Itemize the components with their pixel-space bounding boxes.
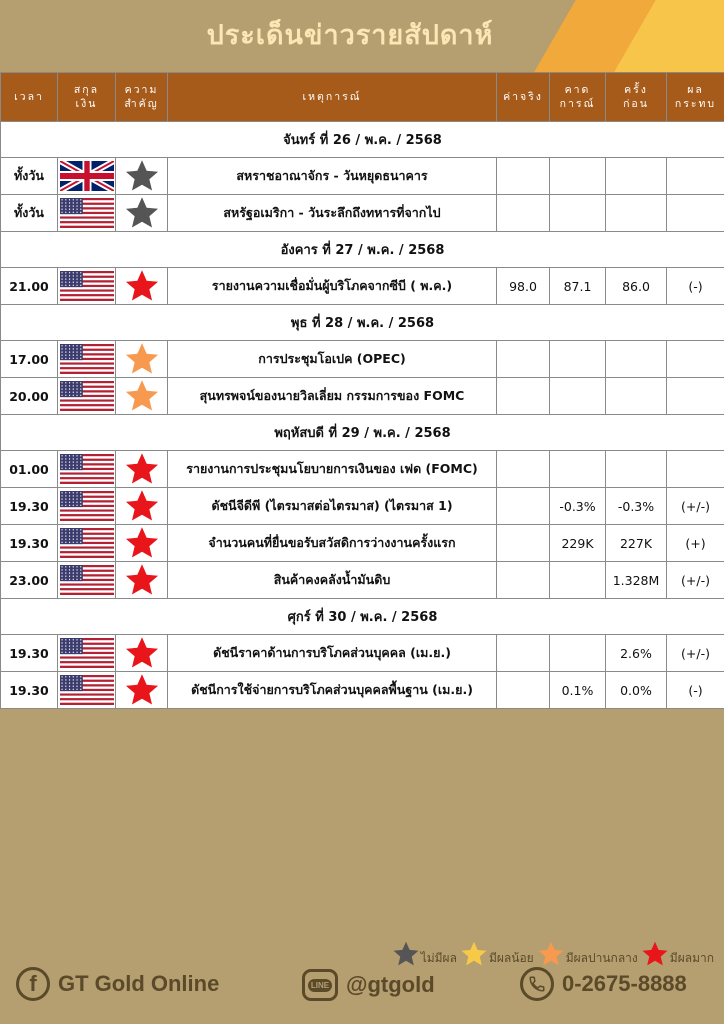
legend-label: ไม่มีผล [420, 951, 457, 965]
facebook-icon: f [16, 967, 50, 1001]
us-flag [58, 454, 115, 484]
legend-label: มีผลปานกลาง [565, 951, 638, 965]
column-header [1, 73, 58, 122]
actual-value [497, 378, 550, 415]
currency-cell [58, 672, 116, 709]
currency-cell [58, 195, 116, 232]
line-icon: LINE [302, 969, 338, 1001]
previous-value [606, 158, 667, 195]
importance-cell [116, 341, 168, 378]
importance-cell [116, 158, 168, 195]
previous-value: 0.0% [606, 672, 667, 709]
event-name: ดัชนีราคาด้านการบริโภคส่วนบุคคล (เม.ย.) [168, 635, 497, 672]
impact-value: (+/-) [667, 635, 724, 672]
column-header [667, 73, 724, 122]
star-icon [116, 341, 167, 377]
table-row [1, 268, 724, 305]
forecast-value [550, 341, 606, 378]
event-name: การประชุมโอเปค (OPEC) [168, 341, 497, 378]
forecast-value: 0.1% [550, 672, 606, 709]
event-name: สหรัฐอเมริกา - วันระลึกถึงทหารที่จากไป [168, 195, 497, 232]
event-name: สุนทรพจน์ของนายวิลเลี่ยม กรรมการของ FOMC [168, 378, 497, 415]
star-icon [116, 158, 167, 194]
day-header-row [1, 122, 724, 158]
table-row [1, 525, 724, 562]
previous-value: 227K [606, 525, 667, 562]
event-time: 20.00 [1, 378, 58, 415]
previous-value: 1.328M [606, 562, 667, 599]
importance-cell [116, 378, 168, 415]
us-flag [58, 198, 115, 228]
facebook-name: GT Gold Online [58, 971, 220, 996]
column-header-label: ผล [687, 84, 704, 96]
forecast-value [550, 195, 606, 232]
event-time: 19.30 [1, 635, 58, 672]
actual-value [497, 635, 550, 672]
forecast-value [550, 562, 606, 599]
us-flag [58, 271, 115, 301]
importance-cell [116, 451, 168, 488]
legend-label: มีผลมาก [669, 951, 714, 965]
impact-value [667, 195, 724, 232]
currency-cell [58, 525, 116, 562]
day-label: จันทร์ ที่ 26 / พ.ค. / 2568 [1, 122, 724, 158]
forecast-value: 87.1 [550, 268, 606, 305]
footer-line[interactable] [302, 969, 435, 1001]
column-header [168, 73, 497, 122]
impact-value [667, 378, 724, 415]
event-time: 17.00 [1, 341, 58, 378]
importance-cell [116, 525, 168, 562]
event-name: รายงานความเชื่อมั่นผู้บริโภคจากซีบี ( พ.ค.) [168, 268, 497, 305]
impact-value: (-) [667, 672, 724, 709]
importance-cell [116, 268, 168, 305]
column-header [116, 73, 168, 122]
star-icon [116, 635, 167, 671]
actual-value [497, 451, 550, 488]
column-header-label: ความ [124, 84, 159, 96]
table-row [1, 635, 724, 672]
star-icon [116, 672, 167, 708]
star-icon [116, 562, 167, 598]
column-header-label: คาด [564, 84, 591, 96]
impact-value: (+) [667, 525, 724, 562]
importance-cell [116, 635, 168, 672]
day-label: พฤหัสบดี ที่ 29 / พ.ค. / 2568 [1, 415, 724, 451]
day-label: ศุกร์ ที่ 30 / พ.ค. / 2568 [1, 599, 724, 635]
actual-value: 98.0 [497, 268, 550, 305]
economic-calendar-table [0, 72, 724, 709]
us-flag [58, 344, 115, 374]
day-label: พุธ ที่ 28 / พ.ค. / 2568 [1, 305, 724, 341]
event-name: สินค้าคงคลังน้ำมันดิบ [168, 562, 497, 599]
importance-cell [116, 672, 168, 709]
star-icon [116, 525, 167, 561]
actual-value [497, 341, 550, 378]
table-header-row [1, 73, 724, 122]
event-time: 19.30 [1, 672, 58, 709]
event-name: รายงานการประชุมนโยบายการเงินของ เฟด (FOMC) [168, 451, 497, 488]
legend-label: มีผลน้อย [488, 951, 534, 965]
column-header-label: เวลา [14, 91, 44, 103]
table-row [1, 672, 724, 709]
footer-phone[interactable] [520, 967, 687, 1001]
column-header-label: สำคัญ [124, 98, 159, 110]
table-row [1, 562, 724, 599]
day-header-row [1, 599, 724, 635]
event-time: 19.30 [1, 525, 58, 562]
star-icon [116, 195, 167, 231]
forecast-value [550, 158, 606, 195]
us-flag [58, 528, 115, 558]
previous-value [606, 195, 667, 232]
day-label: อังคาร ที่ 27 / พ.ค. / 2568 [1, 232, 724, 268]
page-header [0, 0, 724, 72]
star-icon [116, 378, 167, 414]
table-body [1, 122, 724, 709]
impact-value [667, 451, 724, 488]
column-header-label: สกุล [73, 84, 100, 96]
footer-facebook[interactable] [16, 967, 219, 1001]
impact-value: (+/-) [667, 562, 724, 599]
previous-value: 86.0 [606, 268, 667, 305]
phone-number: 0-2675-8888 [562, 971, 687, 996]
star-icon [116, 488, 167, 524]
forecast-value: -0.3% [550, 488, 606, 525]
currency-cell [58, 268, 116, 305]
page-title: ประเด็นข่าวรายสัปดาห์ [206, 20, 494, 51]
impact-value [667, 341, 724, 378]
currency-cell [58, 562, 116, 599]
table-row [1, 341, 724, 378]
line-id: @gtgold [346, 972, 435, 997]
currency-cell [58, 341, 116, 378]
currency-cell [58, 451, 116, 488]
column-header-label: การณ์ [559, 98, 596, 110]
event-time: ทั้งวัน [1, 158, 58, 195]
forecast-value [550, 635, 606, 672]
us-flag [58, 491, 115, 521]
table-row [1, 195, 724, 232]
importance-cell [116, 562, 168, 599]
table-row [1, 488, 724, 525]
column-header [606, 73, 667, 122]
day-header-row [1, 232, 724, 268]
star-icon [116, 268, 167, 304]
actual-value [497, 488, 550, 525]
previous-value [606, 378, 667, 415]
table-row [1, 158, 724, 195]
previous-value: -0.3% [606, 488, 667, 525]
forecast-value [550, 451, 606, 488]
us-flag [58, 381, 115, 411]
forecast-value: 229K [550, 525, 606, 562]
importance-cell [116, 195, 168, 232]
us-flag [58, 675, 115, 705]
us-flag [58, 638, 115, 668]
forecast-value [550, 378, 606, 415]
impact-value: (+/-) [667, 488, 724, 525]
column-header [550, 73, 606, 122]
currency-cell [58, 158, 116, 195]
phone-icon [520, 967, 554, 1001]
actual-value [497, 195, 550, 232]
column-header-label: ครั้ง [624, 84, 648, 96]
table-row [1, 378, 724, 415]
us-flag [58, 565, 115, 595]
event-name: ดัชนีจีดีพี (ไตรมาสต่อไตรมาส) (ไตรมาส 1) [168, 488, 497, 525]
impact-value: (-) [667, 268, 724, 305]
star-icon [116, 451, 167, 487]
uk-flag [58, 161, 115, 191]
importance-cell [116, 488, 168, 525]
column-header-label: เหตุการณ์ [302, 91, 362, 103]
event-time: 21.00 [1, 268, 58, 305]
previous-value [606, 451, 667, 488]
previous-value [606, 341, 667, 378]
column-header-label: กระทบ [674, 98, 717, 110]
actual-value [497, 562, 550, 599]
actual-value [497, 525, 550, 562]
previous-value: 2.6% [606, 635, 667, 672]
currency-cell [58, 635, 116, 672]
currency-cell [58, 378, 116, 415]
column-header-label: ก่อน [623, 98, 649, 110]
currency-cell [58, 488, 116, 525]
event-name: สหราชอาณาจักร - วันหยุดธนาคาร [168, 158, 497, 195]
actual-value [497, 672, 550, 709]
footer [0, 962, 724, 1012]
impact-value [667, 158, 724, 195]
table-row [1, 451, 724, 488]
column-header-label: ค่าจริง [503, 91, 543, 103]
event-name: ดัชนีการใช้จ่ายการบริโภคส่วนบุคคลพื้นฐาน (เม.ย.) [168, 672, 497, 709]
actual-value [497, 158, 550, 195]
column-header [58, 73, 116, 122]
event-time: ทั้งวัน [1, 195, 58, 232]
event-name: จำนวนคนที่ยื่นขอรับสวัสดิการว่างงานครั้งแรก [168, 525, 497, 562]
column-header [497, 73, 550, 122]
column-header-label: เงิน [75, 98, 98, 110]
day-header-row [1, 305, 724, 341]
event-time: 23.00 [1, 562, 58, 599]
event-time: 19.30 [1, 488, 58, 525]
day-header-row [1, 415, 724, 451]
event-time: 01.00 [1, 451, 58, 488]
